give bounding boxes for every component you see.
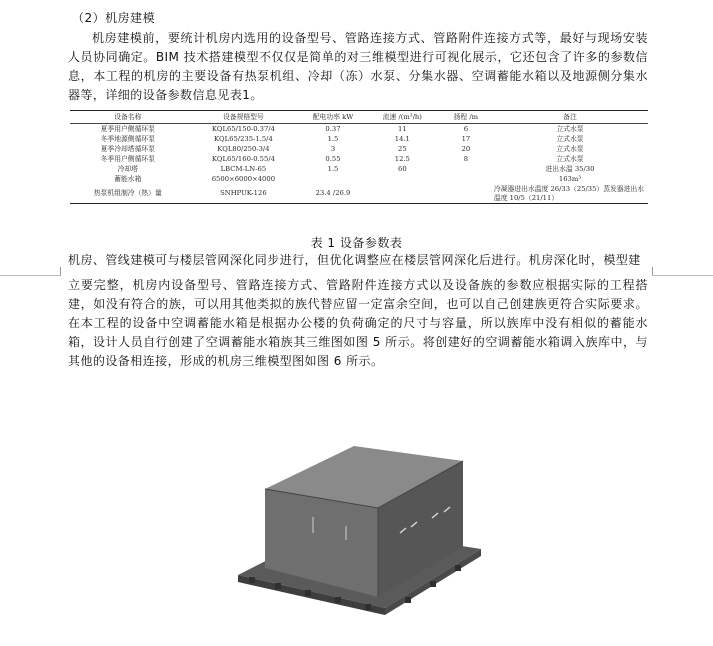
table-cell: 163m³ [558,175,582,183]
table-cell: 立式水泵 [556,155,584,163]
table-header-row [70,111,648,124]
table-cell: 17 [461,135,471,143]
table-cell: 0.55 [325,155,341,163]
table-cell: 立式水泵 [556,125,584,133]
table-cell: 3 [330,145,336,153]
equipment-parameter-table [70,110,648,228]
table-row [70,154,648,164]
table-row [70,144,648,154]
column-header: 配电功率 kW [301,111,365,124]
column-header: 流速 /(m³/h) [365,111,440,124]
table-cell: 6500×6000×4000 [211,175,276,183]
table-caption: 表 1 设备参数表 [310,236,403,250]
table-cell [365,174,440,184]
storage-tank-3d-model-icon [235,425,485,615]
table-cell: 立式水泵 [556,135,584,143]
intro-paragraph: 机房建模前，要统计机房内选用的设备型号、管路连接方式、管路附件连接方式等，最好与现场安装人员协同确定。BIM 技术搭建模型不仅仅是简单的对三维模型进行可视化展示，它还包含了许多的参数信息，本工程的机房的主要设备有热泵机组、冷却（冻）水泵、分集水器、空调蓄能水箱以及地源侧分集水器等，详细的设备参数信息见表1。 [68,31,648,102]
page-break-line-left [0,275,60,276]
table-cell: 8 [463,155,469,163]
table-cell: 进出水温 35/30 [545,165,595,173]
table-cell: SNHPUK-126 [186,184,302,204]
table-cell: 冬季地源侧循环泵 [100,135,155,143]
table-cell [440,174,492,184]
page-break-line-right [652,275,713,276]
table-cell: 25 [398,145,407,153]
table-cell: LBCM-LN-65 [220,165,267,173]
table-cell: 立式水泵 [556,145,584,153]
body-paragraph-line: 机房、管线建模可与楼层管网深化同步进行，但优化调整应在楼层管网深化后进行。机房深化时，模型建 [68,253,641,267]
table-row [70,184,648,204]
table-cell: 夏季冷却塔循环泵 [100,145,155,153]
table-cell: 夏季用户侧循环泵 [100,125,155,133]
table-cell: 12.5 [394,155,410,163]
table-cell [365,184,440,204]
table-cell: 1.5 [327,165,339,173]
table-row [70,174,648,184]
column-header: 设备名称 [70,111,186,124]
table-cell [440,164,492,174]
table-cell: 14.1 [394,135,410,143]
table-row [70,124,648,135]
table-cell: KQL65/150-0.37/4 [211,125,275,133]
table-cell: 冷却塔 [117,165,138,173]
table-cell [440,184,492,204]
column-header: 设备规格型号 [186,111,302,124]
table-cell: 6 [463,125,469,133]
table-cell [301,174,365,184]
table-cell: 蓄能水箱 [114,175,142,183]
table-cell: 20 [461,145,471,153]
table-cell: KQL65/160-0.55/4 [211,155,275,163]
table-cell: KQL65/235-1.5/4 [213,135,273,143]
column-header: 扬程 /m [440,111,492,124]
page-corner-mark-left [60,267,61,276]
column-header: 备注 [492,111,648,124]
table-cell: 23.4 /26.9 [301,184,365,204]
body-paragraph: 立要完整，机房内设备型号、管路连接方式、管路附件连接方式以及设备族的参数应根据实际的工程搭建，如没有符合的族，可以用其他类拟的族代替应留一定富余空间，也可以自己创建族更符合实际要求。在本工程的设备中空调蓄能水箱是根据办公楼的负荷确定的尺寸与容量，所以族库中没有相似的蓄能水箱，设计人员自行创建了空调蓄能水箱族其三维图如图 5 所示。将创建好的空调蓄能水箱调入族库中，与其他的设备相连接，形成的机房三维模型图如图 6 所示。 [68,278,648,368]
table-row [70,164,648,174]
table-cell: 0.37 [325,125,341,133]
storage-tank-figure [235,425,485,615]
table-cell: KQL80/250-3/4 [217,145,270,153]
table-row [70,134,648,144]
table-cell: 热泵机组制冷（热）量 [70,184,186,204]
table-cell: 冬季用户侧循环泵 [100,155,155,163]
section-heading: （2）机房建模 [72,11,156,25]
table-cell: 冷凝器进出水温度 26/33（25/35）蒸发器进出水温度 10/5（21/11） [492,184,648,204]
table-cell: 11 [398,125,407,133]
table-cell: 1.5 [327,135,339,143]
table-cell: 60 [398,165,407,173]
